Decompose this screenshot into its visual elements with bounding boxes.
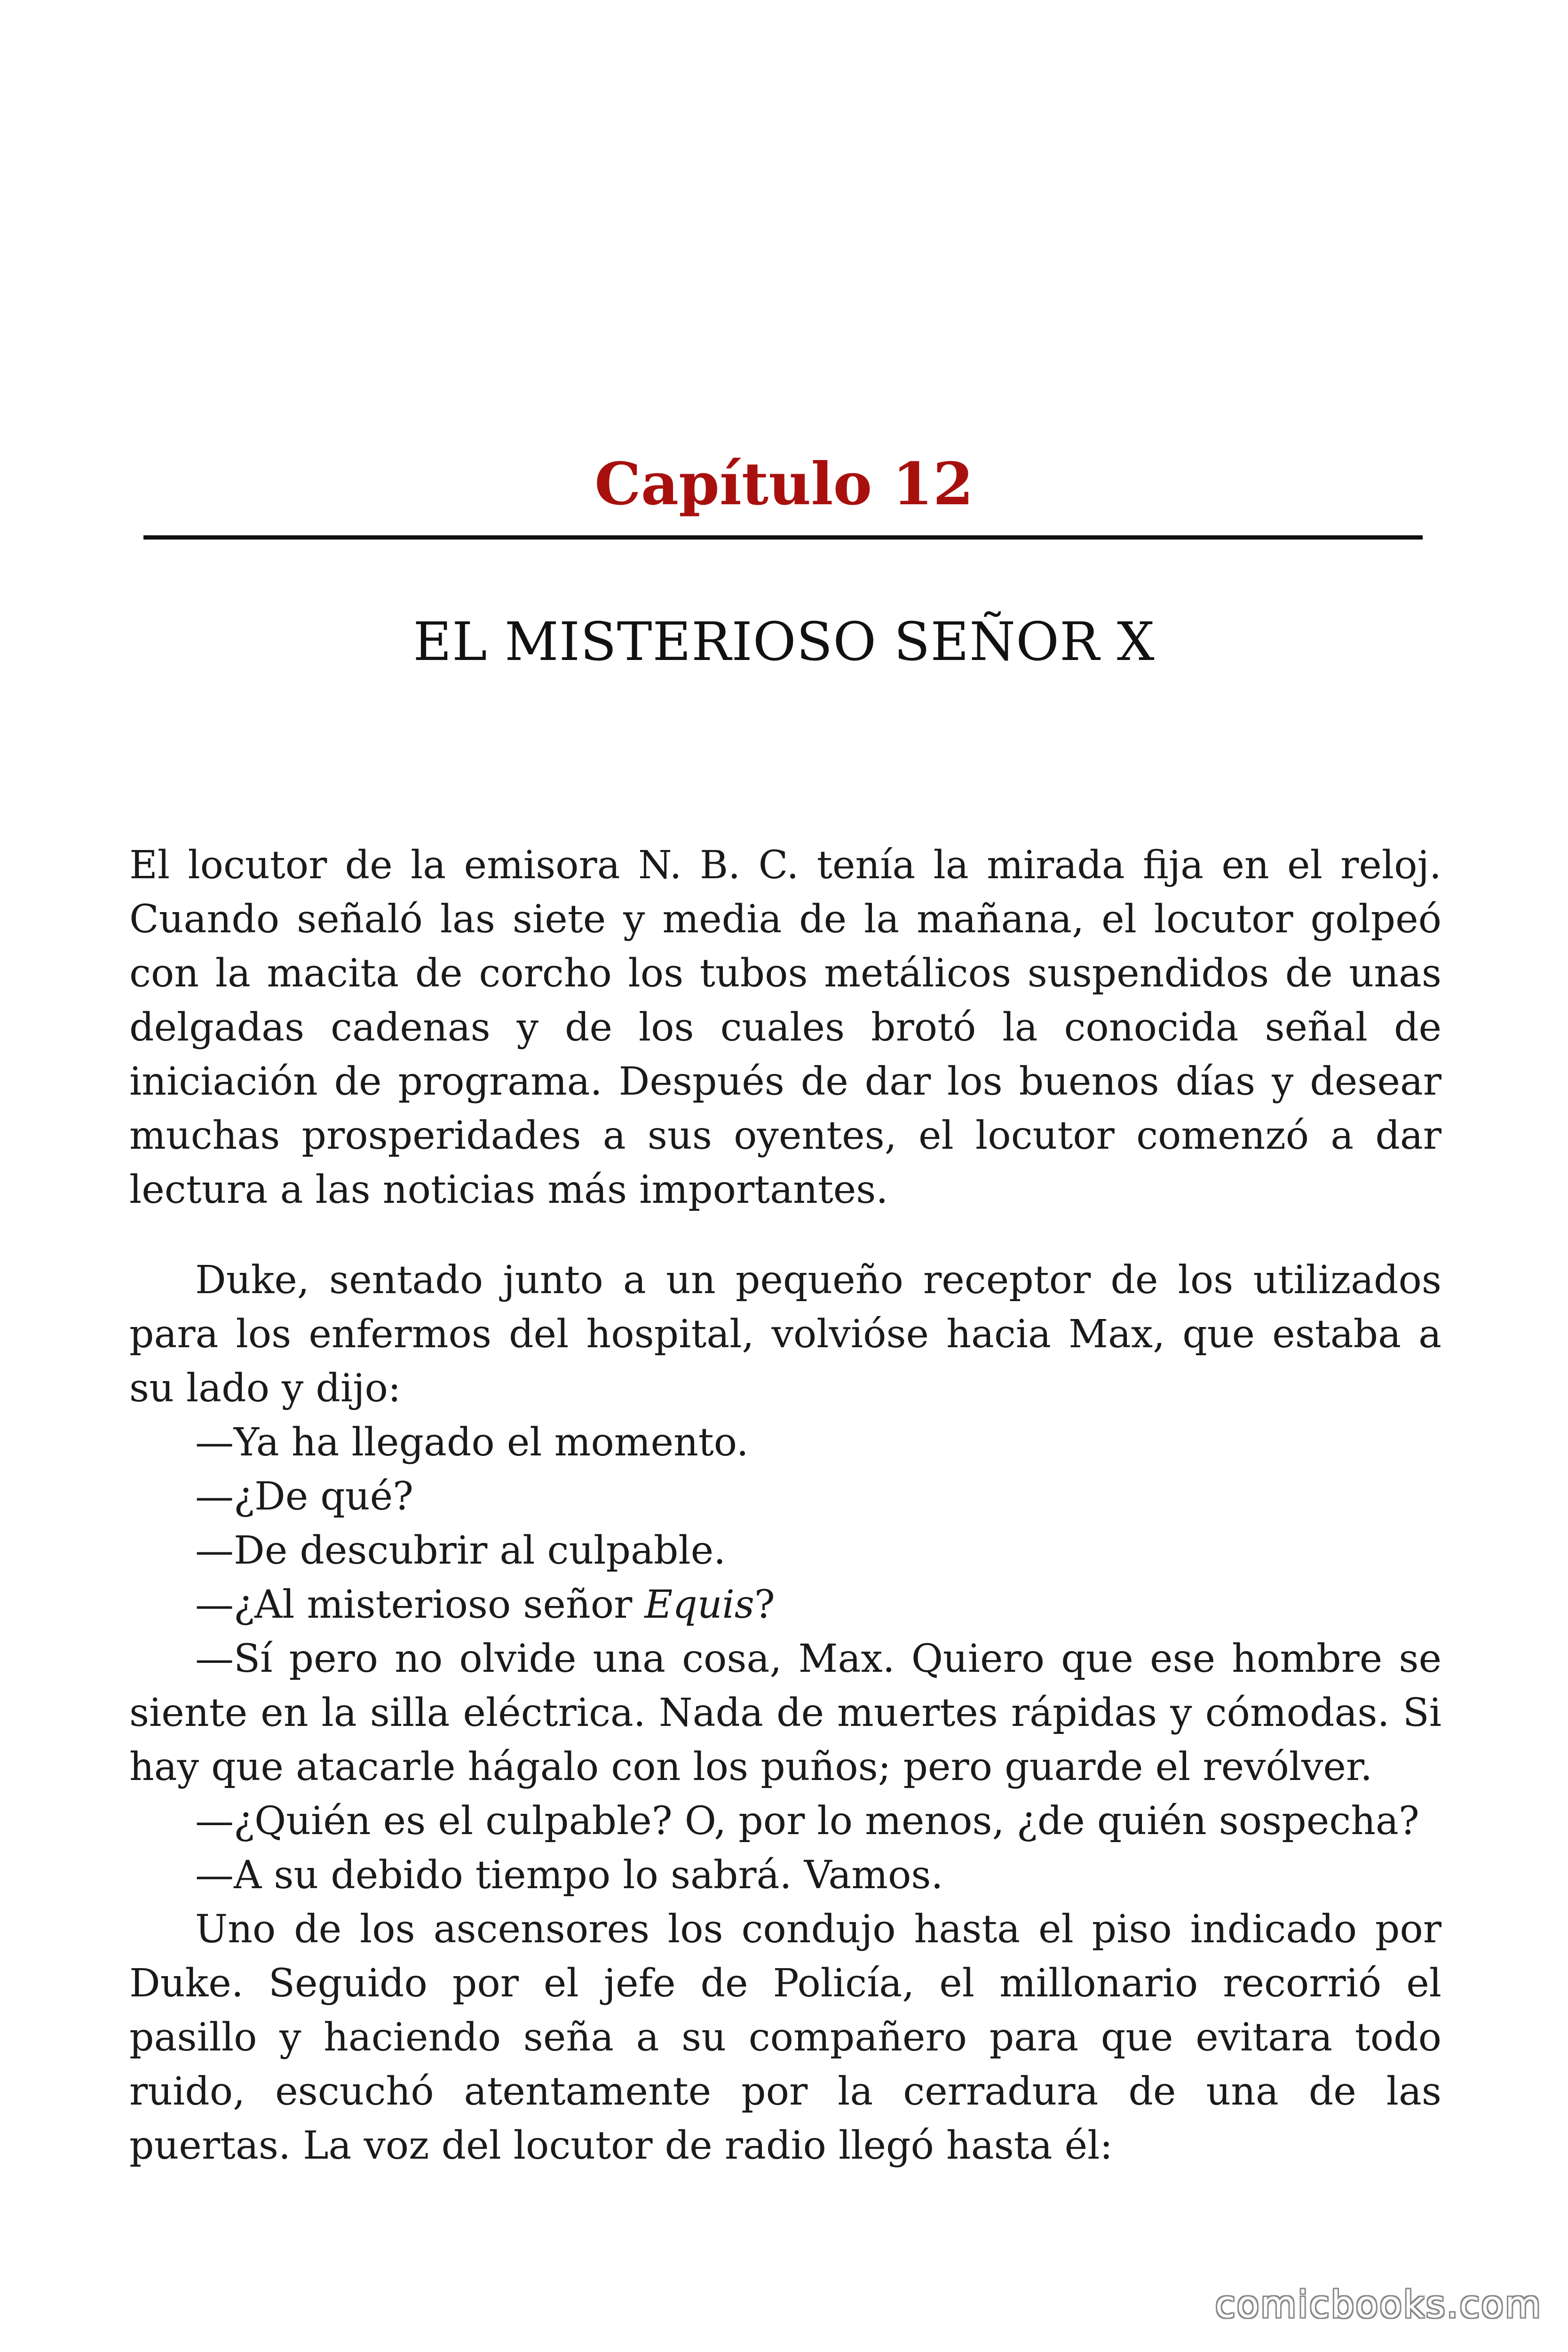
dialogue-line: —De descubrir al culpable. [195, 1528, 726, 1573]
chapter-subtitle: EL MISTERIOSO SEÑOR X [413, 612, 1155, 673]
paragraph: El locutor de la emisora N. B. C. tenía la mirada fija en el reloj. Cuando señaló las siete y media de la mañana, el locutor golpeó con la macita de corcho los tubos metálicos suspendidos de unas delgadas cadenas y de los cuales brotó la conocida señal de iniciación de programa. Después de dar los buenos días y desear muchas prosperidades a sus oyentes, el locutor comenzó a dar lectura a las noticias más importantes. [129, 843, 1441, 1212]
chapter-title-rule [143, 535, 1423, 540]
dialogue-line: —¿De qué? [195, 1474, 414, 1519]
dialogue-line: —Sí pero no olvide una cosa, Max. Quiero que ese hombre se siente en la silla eléctrica. Nada de muertes rápidas y cómodas. Si hay que atacarle hágalo con los puños; pero guarde el revólver. [129, 1637, 1441, 1789]
watermark: comicbooks.com [1215, 2284, 1542, 2326]
paragraph: Duke, sentado junto a un pequeño receptor de los utilizados para los enfermos del hospital, volvióse hacia Max, que estaba a su lado y dijo: [129, 1258, 1441, 1411]
chapter-title: Capítulo 12 [594, 450, 974, 518]
dialogue-line [129, 1578, 1441, 1632]
dialogue-line: —Ya ha llegado el momento. [195, 1420, 749, 1465]
italic-word: Equis [644, 1582, 754, 1627]
chapter-body [129, 838, 1441, 2173]
paragraph: Uno de los ascensores los condujo hasta el piso indicado por Duke. Seguido por el jefe de Policía, el millonario recorrió el pasillo y haciendo seña a su compañero para que evitara todo ruido, escuchó atentamente por la cerradura de una de las puertas. La voz del locutor de radio llegó hasta él: [129, 1907, 1441, 2168]
dialogue-text: ? [754, 1582, 775, 1627]
dialogue-line: —A su debido tiempo lo sabrá. Vamos. [195, 1853, 943, 1898]
dialogue-text: —¿Al misterioso señor [195, 1582, 645, 1627]
dialogue-line: —¿Quién es el culpable? O, por lo menos, ¿de quién sospecha? [195, 1799, 1419, 1843]
